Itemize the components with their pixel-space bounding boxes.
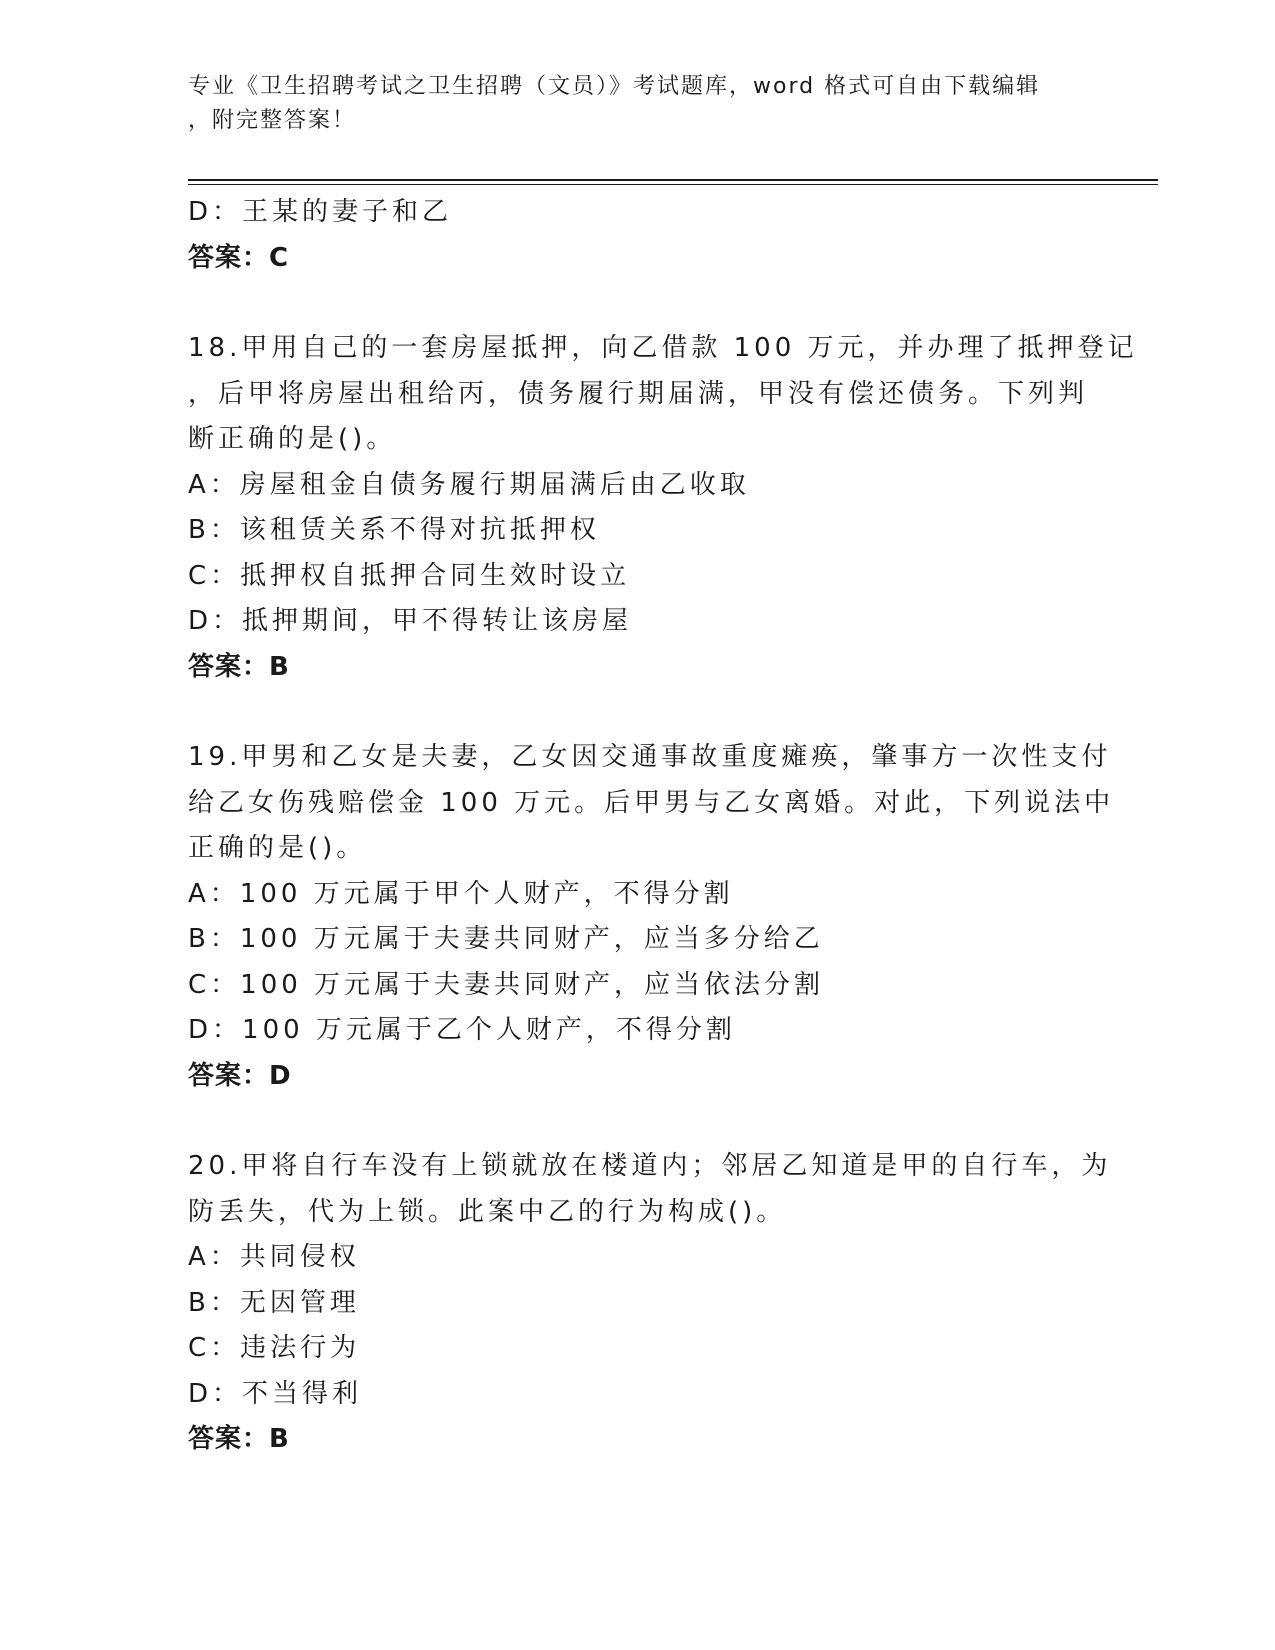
question-18 (188, 326, 1138, 690)
option-c: C：违法行为 (188, 1333, 361, 1363)
answer-line: 答案：B (188, 651, 290, 682)
option-d: D：王某的妻子和乙 (188, 197, 453, 227)
answer-line: 答案：C (188, 242, 290, 273)
header-line-2: ，附完整答案！ (188, 108, 357, 133)
question-stem-line: 防丢失，代为上锁。此案中乙的行为构成()。 (188, 1196, 787, 1227)
spacer (188, 1099, 1088, 1144)
question-stem-line: 断正确的是()。 (188, 424, 397, 454)
option-a: A：100 万元属于甲个人财产，不得分割 (188, 878, 734, 909)
option-b: B：100 万元属于夫妻共同财产，应当多分给乙 (188, 924, 824, 954)
answer-line: 答案：D (188, 1060, 292, 1091)
option-d: D：100 万元属于乙个人财产，不得分割 (188, 1015, 736, 1045)
carryover-question (188, 190, 1088, 281)
question-stem-line: ，后甲将房屋出租给丙，债务履行期届满，甲没有偿还债务。下列判 (188, 378, 1089, 409)
header-rule-thin (188, 184, 1158, 185)
option-a: A：共同侵权 (188, 1242, 360, 1272)
page-header (188, 70, 1068, 138)
header-line-1: 专业《卫生招聘考试之卫生招聘（文员）》考试题库，word 格式可自由下载编辑 (188, 74, 1041, 99)
option-b: B：无因管理 (188, 1287, 360, 1318)
option-a: A：房屋租金自债务履行期届满后由乙收取 (188, 469, 750, 500)
question-20 (188, 1144, 1112, 1463)
option-c: C：抵押权自抵押合同生效时设立 (188, 560, 631, 591)
document-body (188, 190, 1138, 1463)
question-19 (188, 735, 1115, 1099)
spacer (188, 281, 1088, 326)
question-stem-line: 19.甲男和乙女是夫妻，乙女因交通事故重度瘫痪，肇事方一次性支付 (188, 742, 1112, 772)
option-b: B：该租赁关系不得对抗抵押权 (188, 515, 600, 545)
option-d: D：抵押期间，甲不得转让该房屋 (188, 606, 633, 636)
question-stem-line: 20.甲将自行车没有上锁就放在楼道内；邻居乙知道是甲的自行车，为 (188, 1151, 1112, 1181)
header-rule-thick (188, 179, 1158, 181)
spacer (188, 690, 1088, 735)
question-stem-line: 给乙女伤残赔偿金 100 万元。后甲男与乙女离婚。对此，下列说法中 (188, 787, 1115, 818)
option-c: C：100 万元属于夫妻共同财产，应当依法分割 (188, 969, 825, 1000)
answer-line: 答案：B (188, 1424, 290, 1454)
option-d: D：不当得利 (188, 1378, 363, 1409)
question-stem-line: 正确的是()。 (188, 833, 367, 863)
question-stem-line: 18.甲用自己的一套房屋抵押，向乙借款 100 万元，并办理了抵押登记 (188, 333, 1138, 363)
